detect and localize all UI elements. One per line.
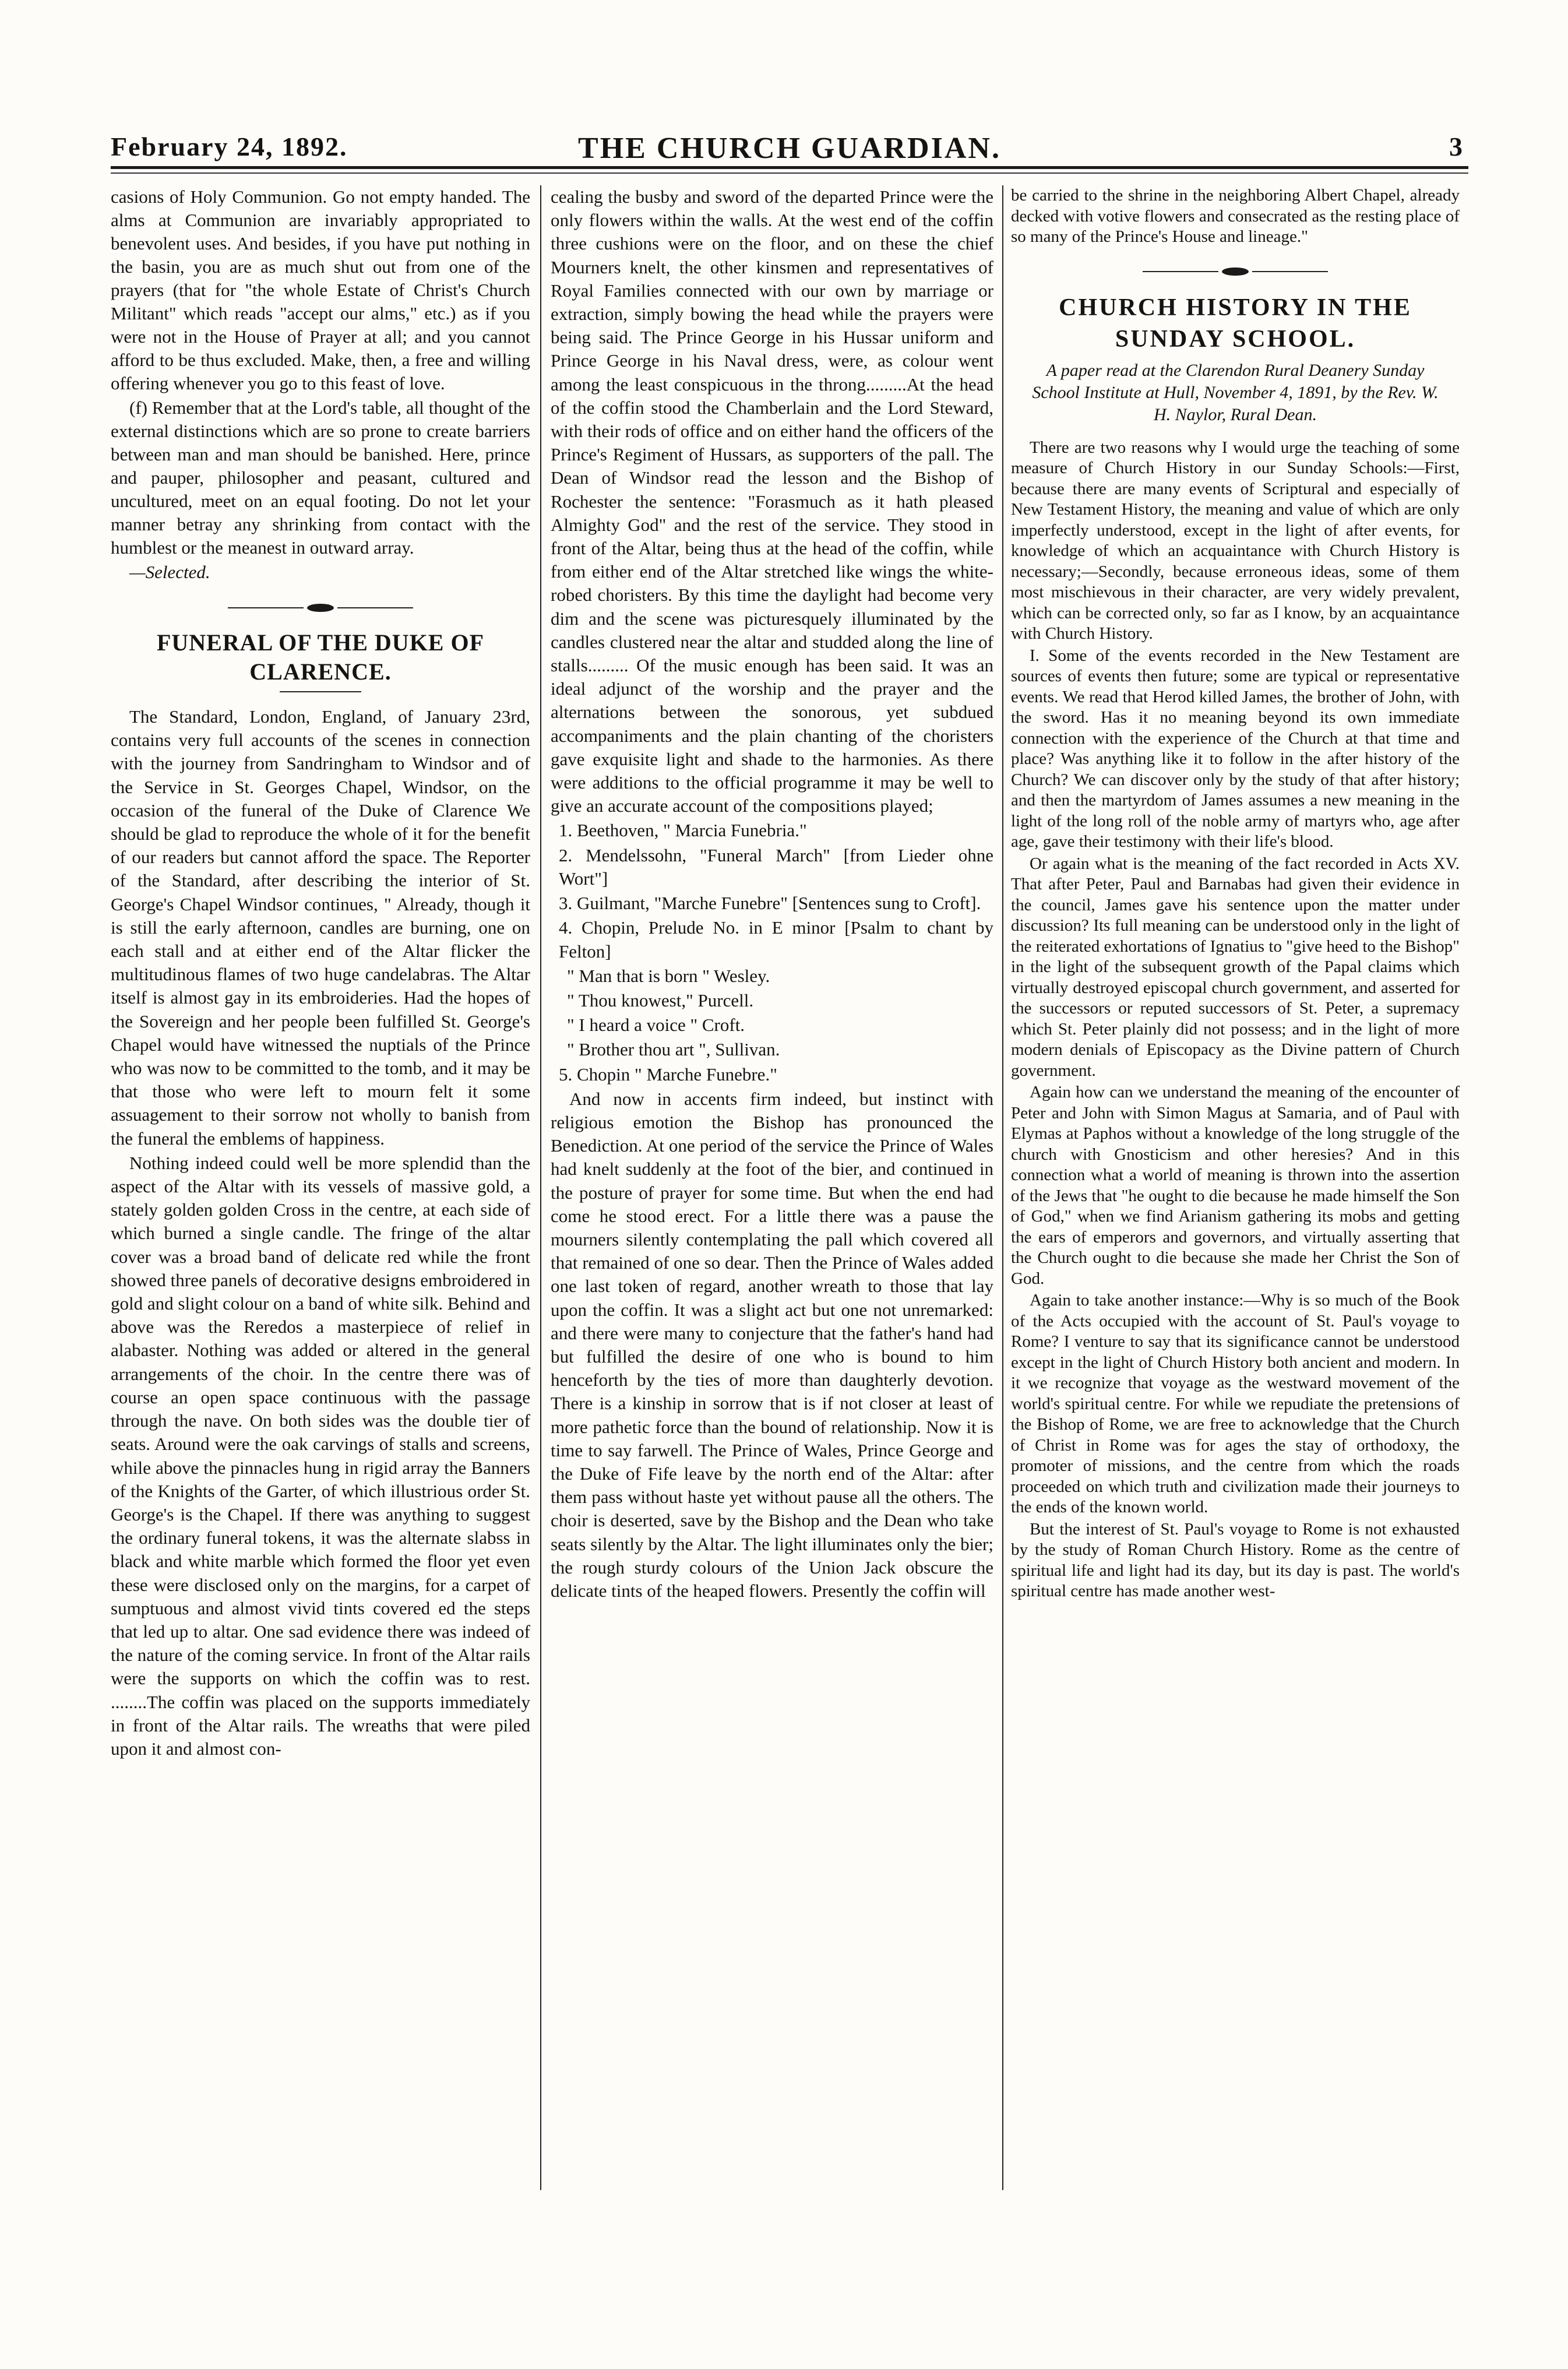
article-paragraph: The Standard, London, England, of January 23rd, contains very full accounts of the scenes in connection with the journey from Sandringham to Windsor and of the Service in St. Georges Chapel, Windsor, on the occasion of the funeral of the Duke of Clarence We should be glad to reproduce the whole of it for the benefit of our readers but cannot afford the space. The Reporter of the Standard, after describing the interior of St. George's Chapel Windsor continues, " Already, though it is still the early afternoon, candles are burning, one on each stall and at either end of the Altar flicker the multitudinous flames of two huge candelabras. The Altar itself is almost gay in its embroideries. Had the hopes of the Sovereign and her people been fulfilled St. George's Chapel would have witnessed the nuptials of the Prince who was now to be committed to the tomb, and it may be that those who were left to mourn felt it some assuagement to their sorrow not wholly to banish from the funeral the emblems of happiness. (111, 706, 530, 1149)
newspaper-title: THE CHURCH GUARDIAN. (578, 132, 1001, 165)
section-divider (111, 597, 530, 617)
article-paragraph: There are two reasons why I would urge the teaching of some measure of Church History in our Sunday Schools:—First, because there are many events of Scriptural and especially of New Testament History, the meaning and value of which are only imperfectly understood, except in the light of after events, for knowledge of which an acquaintance with Church History is necessary;—Secondly, because erroneous ideas, some of them most mischievous in their character, are very widely prevalent, which can be corrected only, so far as I know, by an acquaintance with Church History. (1011, 438, 1460, 643)
article-paragraph: Nothing indeed could well be more splendid than the aspect of the Altar with its vessels of massive gold, a stately golden golden Cross in the centre, at each side of which burned a single candle. The fringe of the altar cover was a broad band of delicate red while the front showed three panels of decorative designs embroidered in gold and slight colour on a band of white silk. Behind and above was the Reredos a masterpiece of relief in alabaster. Nothing was added or altered in the general arrangements of the choir. In the centre there was of course an open space continuous with the passage through the nave. On both sides was the double tier of seats. Around were the oak carvings of stalls and screens, while above the pinnacles hung in rigid array the Banners of the Knights of the Garter, of which illustrious order St. George's is the Chapel. If there was anything to suggest the ordinary funeral tokens, it was the alternate slabss in black and white marble which formed the floor yet even these were disclosed only on the margins, for a carpet of sumptuous and almost vivid tints covered ed the steps that led up to altar. One sad evidence there was indeed of the nature of the coming service. In front of the Altar rails were the supports on which the coffin was to rest. ........The coffin was placed on the supports immediately in front of the Altar rails. The wreaths that were piled upon it and almost con- (111, 1152, 530, 1759)
program-item: 5. Chopin " Marche Funebre." (559, 1064, 777, 1085)
article-paragraph: Again how can we understand the meaning of the encounter of Peter and John with Simon Magus at Samaria, and of Paul with Elymas at Paphos without a knowledge of the long struggle of the church with Gnosticism and other heresies? And in this connection what a world of meaning is thrown into the assertion of the Jews that "he ought to die because he made himself the Son of God," when we find Arianism gathering its mobs and getting the ears of emperors and governors, and virtually asserting that the Church ought to die because she made her Christ the Son of God. (1011, 1083, 1460, 1288)
article-heading: CHURCH HISTORY IN THE SUNDAY SCHOOL. (1059, 294, 1412, 353)
article-paragraph: I. Some of the events recorded in the New Testament are sources of events then future; some are typical or representative events. We read that Herod killed James, the brother of John, with the sword. Has it no meaning beyond its own immediate connection with the experience of the Church at that time and place? Was anything like it to follow in the after history of the Church? We can discover only by the study of that after history; and then the martyrdom of James assumes a new meaning in the light of the long roll of the noble army of martyrs who, age after age, gave their testimony with their life's blood. (1011, 646, 1460, 851)
article-continuation: be carried to the shrine in the neighboring Albert Chapel, already decked with votive flowers and consecrated as the resting place of so many of the Prince's House and lineage." (1011, 186, 1460, 246)
article-paragraph: cealing the busby and sword of the departed Prince were the only flowers within the walls. At the west end of the coffin three cushions were on the floor, and on these the chief Mourners knelt, the other kinsmen and representatives of Royal Families connected with our own by marriage or extraction, simply bowing the head while the prayers were being said. The Prince George in his Hussar uniform and Prince George in his Naval dress, were, as colour went among the least conspicuous in the throng.........At the head of the coffin stood the Chamberlain and the Lord Steward, with their rods of office and on either hand the officers of the Prince's Regiment of Hussars, as supporters of the pall. The Dean of Windsor read the lesson and the Bishop of Rochester the sentence: "Forasmuch as it hath pleased Almighty God" and the rest of the service. They stood in front of the Altar, being thus at the head of the coffin, while from either end of the Altar stretched like wings the white-robed choristers. By this time the daylight had become very dim and the scene was picturesquely illuminated by the candles clustered near the altar and studded along the line of stalls......... Of the music enough has been said. It was an ideal adjunct of the worship and the prayer and the alternations between the sonorous, yet subdued accompaniments and the plain chanting of the choristers gave exquisite light and shade to the harmonies. As there were additions to the official programme it may be well to give an accurate account of the compositions played; (551, 186, 993, 816)
program-subitem: " I heard a voice " Croft. (567, 1015, 745, 1036)
program-item: 2. Mendelssohn, "Funeral March" [from Lieder ohne Wort"] (559, 844, 993, 889)
column-1 (111, 185, 530, 2190)
program-item: 3. Guilmant, "Marche Funebre" [Sentences sung to Croft]. (559, 893, 981, 914)
program-subitem: " Brother thou art ", Sullivan. (567, 1039, 780, 1060)
heading-rule (280, 691, 361, 692)
column-2 (551, 185, 993, 2190)
article-source: —Selected. (129, 562, 210, 582)
masthead-rule (111, 173, 1468, 174)
issue-date: February 24, 1892. (111, 132, 348, 161)
program-item: 1. Beethoven, " Marcia Funebria." (559, 820, 807, 841)
page-number: 3 (1449, 132, 1463, 161)
article-continuation: (f) Remember that at the Lord's table, all thought of the external distinctions which are so prone to create barriers between man and man should be banished. Here, prince and pauper, philosopher and peasant, cultured and uncultured, meet on an equal footing. Do not let your manner betray any shrinking from contact with the humblest or the meanest in outward array. (111, 397, 530, 558)
article-continuation: casions of Holy Communion. Go not empty handed. The alms at Communion are invariably appropriated to benevolent uses. And besides, if you have put nothing in the basin, you are as much shut out from one of the prayers (that for "the whole Estate of Christ's Church Militant" which reads "accept our alms," etc.) as if you were not in the House of Prayer at all; and you cannot afford to be thus excluded. Make, then, a free and willing offering whenever you go to this feast of love. (111, 186, 530, 393)
article-paragraph: Again to take another instance:—Why is so much of the Book of the Acts occupied with the account of St. Paul's voyage to Rome? I venture to say that its significance cannot be understood except in the light of Church History both ancient and modern. In it we recognize that voyage as the westward movement of the world's spiritual centre. For while we repudiate the pretensions of the Bishop of Rome, we are free to acknowledge that the Church of Christ in Rome was for ages the stay of orthodoxy, the promoter of missions, and the centre from which the roads proceeded on which truth and civilization made their journeys to the ends of the known world. (1011, 1291, 1460, 1516)
masthead (111, 125, 1468, 169)
program-subitem: " Man that is born " Wesley. (567, 965, 770, 986)
article-paragraph: And now in accents firm indeed, but instinct with religious emotion the Bishop has pronounced the Benediction. At one period of the service the Prince of Wales had knelt suddenly at the foot of the bier, and continued in the posture of prayer for some time. But when the end had come he stood erect. For a little there was a pause the mourners silently contemplating the pall which covered all that remained of one so dear. Then the Prince of Wales added one last token of regard, another wreath to those that lay upon the coffin. It was a slight act but one not unremarked: and there were many to conjecture that the father's hand had but fulfilled the desire of one who is bound to him henceforth by the ties of more than daughterly devotion. There is a kinship in sorrow that is if not closer at least of more pathetic force than the bound of relationship. Now it is time to say farwell. The Prince of Wales, Prince George and the Duke of Fife leave by the north end of the Altar: after them pass without haste yet without pause all the others. The choir is deserted, save by the Bishop and the Dean who take seats silently by the Altar. The light illuminates only the bier; the rough sturdy colours of the Union Jack obscure the delicate tints of the heaped flowers. Presently the coffin will (551, 1088, 993, 1601)
article-byline: A paper read at the Clarendon Rural Deanery Sunday School Institute at Hull, November 4, 1891, by the Rev. W. H. Naylor, Rural Dean. (1032, 360, 1439, 424)
column-rule (1002, 185, 1003, 2190)
article-paragraph: Or again what is the meaning of the fact recorded in Acts XV. That after Peter, Paul and Barnabas had given their evidence in the council, James gave his sentence upon the matter under discussion? Its full meaning can be understood only in the light of the reiterated exhortations of Ignatius to "give heed to the Bishop" in the light of the subsequent growth of the Papal claims which virtually destroyed episcopal church government, and asserted for the successors or reputed successors of St. Peter, a supremacy which St. Peter plainly did not possess; and in the light of more modern denials of Episcopacy as the Divine pattern of Church government. (1011, 854, 1460, 1080)
program-subitem: " Thou knowest," Purcell. (567, 990, 754, 1011)
column-3 (1011, 185, 1460, 2190)
program-item: 4. Chopin, Prelude No. in E minor [Psalm to chant by Felton] (559, 917, 993, 962)
article-heading: FUNERAL OF THE DUKE OF CLARENCE. (156, 629, 485, 685)
article-paragraph: But the interest of St. Paul's voyage to Rome is not exhausted by the study of Roman Church History. Rome as the centre of spiritual life and light had its day, but its day is past. The world's spiritual centre has made another west- (1011, 1519, 1460, 1600)
section-divider (1011, 261, 1460, 280)
column-rule (540, 185, 541, 2190)
